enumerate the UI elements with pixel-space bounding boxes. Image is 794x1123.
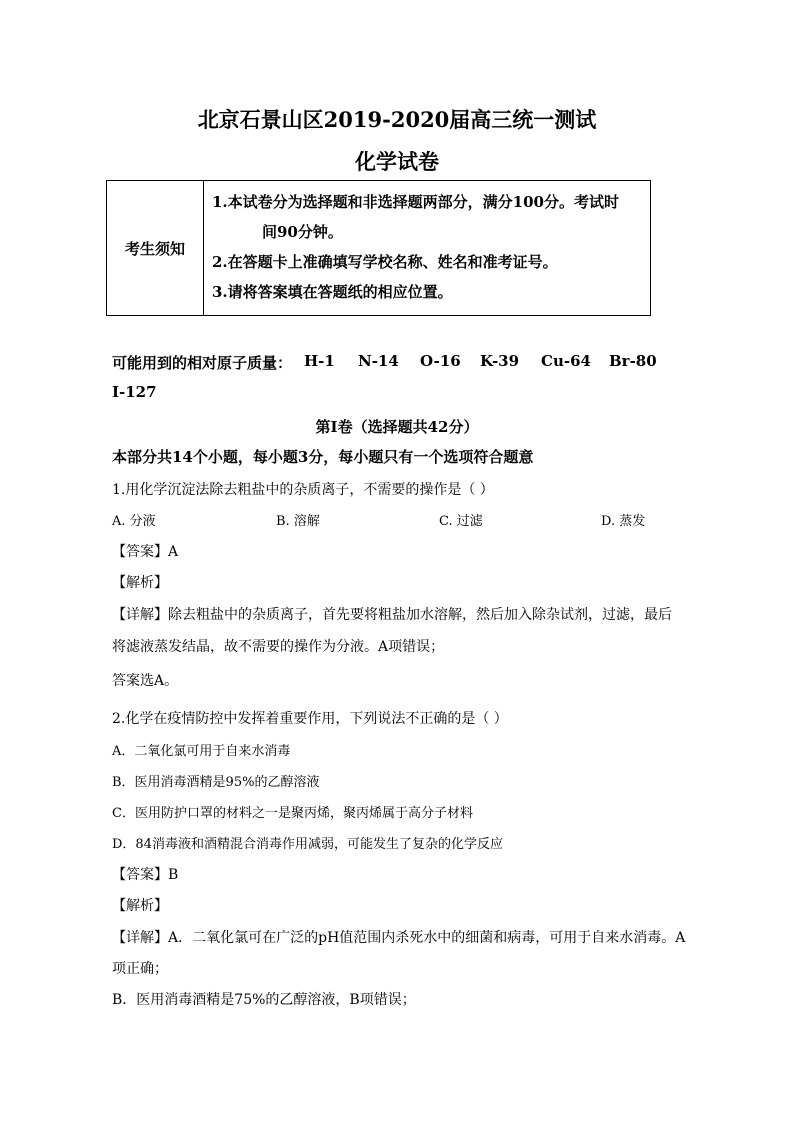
answer-tag: 【答案】 <box>112 544 168 560</box>
question-1-conclusion: 答案选A。 <box>112 673 179 689</box>
question-1-option-a: A. 分液 <box>112 514 156 529</box>
detail-text: 除去粗盐中的杂质离子，首先要将粗盐加水溶解，然后加入除杂试剂，过滤，最后 <box>168 607 672 623</box>
answer-value: A <box>168 544 179 560</box>
question-2-analysis-tag: 【解析】 <box>112 898 168 914</box>
atomic-mass-item: Br-80 <box>609 352 657 370</box>
section-instruction: 本部分共14个小题，每小题3分，每小题只有一个选项符合题意 <box>112 448 534 466</box>
question-2-option-a: A．二氧化氯可用于自来水消毒 <box>112 744 291 759</box>
question-2-stem: 2.化学在疫情防控中发挥着重要作用，下列说法不正确的是（ ） <box>112 711 508 727</box>
notice-line-2: 2.在答题卡上准确填写学校名称、姓名和准考证号。 <box>212 253 558 271</box>
question-2-option-b: B．医用消毒酒精是95%的乙醇溶液 <box>112 775 320 790</box>
question-2-option-d: D．84消毒液和酒精混合消毒作用减弱，可能发生了复杂的化学反应 <box>112 837 503 852</box>
notice-line-1b: 间90分钟。 <box>262 223 343 241</box>
notice-line-1: 1.本试卷分为选择题和非选择题两部分，满分100分。考试时 <box>212 193 619 211</box>
question-1-option-c: C. 过滤 <box>439 514 483 529</box>
section-title: 第Ⅰ卷（选择题共42分） <box>315 418 479 436</box>
notice-line-3: 3.请将答案填在答题纸的相应位置。 <box>212 283 453 301</box>
question-1-option-d: D. 蒸发 <box>601 514 646 529</box>
atomic-mass-item: Cu-64 <box>541 352 591 370</box>
notice-content <box>204 181 651 316</box>
answer-value: B <box>168 867 179 883</box>
atomic-mass-item-last: I-127 <box>112 383 157 401</box>
notice-label: 考生须知 <box>107 181 204 316</box>
candidate-notice-table <box>106 180 651 316</box>
question-1-option-b: B. 溶解 <box>276 514 320 529</box>
atomic-mass-item: O-16 <box>420 352 461 370</box>
atomic-mass-item: H-1 <box>304 352 335 370</box>
question-1-answer <box>112 541 178 561</box>
exam-subtitle: 化学试卷 <box>355 149 439 174</box>
question-2-detail-line-1 <box>112 927 685 947</box>
question-1-detail-line-1 <box>112 604 672 624</box>
atomic-mass-item: K-39 <box>480 352 520 370</box>
detail-tag: 【详解】 <box>112 930 168 946</box>
question-1-stem: 1.用化学沉淀法除去粗盐中的杂质离子，不需要的操作是（ ） <box>112 482 494 498</box>
question-2-answer <box>112 864 178 884</box>
detail-tag: 【详解】 <box>112 607 168 623</box>
question-2-detail-line-3: B．医用消毒酒精是75%的乙醇溶液，B项错误； <box>112 992 416 1008</box>
question-1-detail-line-2: 将滤液蒸发结晶，故不需要的操作为分液。A项错误； <box>112 639 445 655</box>
atomic-mass-label: 可能用到的相对原子质量： <box>112 354 293 372</box>
question-1-analysis-tag: 【解析】 <box>112 575 168 591</box>
atomic-mass-item: N-14 <box>358 352 399 370</box>
question-2-detail-line-2: 项正确； <box>112 961 168 977</box>
detail-text: A．二氧化氯可在广泛的pH值范围内杀死水中的细菌和病毒，可用于自来水消毒。A <box>168 930 686 946</box>
answer-tag: 【答案】 <box>112 867 168 883</box>
exam-title: 北京石景山区2019-2020届高三统一测试 <box>197 107 597 132</box>
question-2-option-c: C．医用防护口罩的材料之一是聚丙烯，聚丙烯属于高分子材料 <box>112 806 473 821</box>
